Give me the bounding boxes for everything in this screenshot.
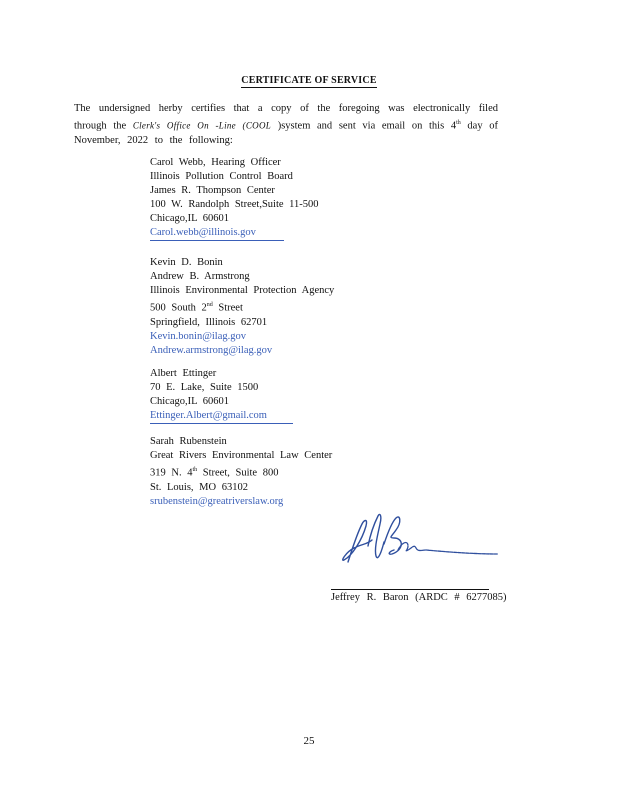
recipient-block-webb xyxy=(150,156,319,241)
email-link[interactable]: srubenstein@greatriverslaw.org xyxy=(150,495,284,507)
page-number: 25 xyxy=(303,735,315,747)
recipient-line: Sarah Rubenstein xyxy=(150,436,227,447)
recipient-city: St. Louis, MO 63102 xyxy=(150,481,248,493)
recipient-line: Kevin D. Bonin xyxy=(150,257,223,268)
recipient-line: Illinois Environmental Protection Agency xyxy=(150,285,335,296)
signer-name: Jeffrey R. Baron (ARDC # 6277085) xyxy=(331,592,507,603)
email-link[interactable]: Kevin.bonin@ilag.gov xyxy=(150,330,246,342)
recipient-street xyxy=(150,298,334,316)
recipient-line: 100 W. Randolph Street,Suite 11-500 xyxy=(150,199,319,210)
recipient-line: Chicago,IL 60601 xyxy=(150,213,230,224)
street-pre: 319 N. 4 xyxy=(150,467,193,479)
street-sup: th xyxy=(192,467,198,473)
intro-paragraph xyxy=(74,102,498,148)
email-link[interactable]: Carol.webb@illinois.gov xyxy=(150,226,284,241)
recipient-line: Carol Webb, Hearing Officer xyxy=(150,157,281,168)
intro-part2: )system and sent via email on this 4 xyxy=(277,120,457,132)
intro-part3: day of November, 2022 to the following: xyxy=(74,120,498,146)
recipient-line: 70 E. Lake, Suite 1500 xyxy=(150,382,259,393)
recipient-line: Illinois Pollution Control Board xyxy=(150,171,293,182)
street-post: Street xyxy=(218,302,243,314)
email-link[interactable]: Andrew.armstrong@ilag.gov xyxy=(150,344,273,356)
recipient-line: Chicago,IL 60601 xyxy=(150,396,230,407)
intro-part1: The undersigned herby certifies that a copy of the foregoing was electronically filed through the xyxy=(74,103,498,132)
recipient-line: James R. Thompson Center xyxy=(150,185,275,196)
street-post: Street, Suite 800 xyxy=(202,467,279,479)
recipient-block-rubenstein xyxy=(150,435,332,509)
handwritten-signature xyxy=(338,510,508,570)
intro-italic: Clerk's Office On -Line (COOL xyxy=(132,120,272,131)
recipient-block-ettinger xyxy=(150,367,293,424)
street-pre: 500 South 2 xyxy=(150,302,207,314)
recipient-line: Great Rivers Environmental Law Center xyxy=(150,450,333,461)
street-sup: nd xyxy=(206,302,213,308)
recipient-street xyxy=(150,463,332,481)
recipient-city: Springfield, Illinois 62701 xyxy=(150,316,268,328)
signature-line xyxy=(331,589,489,590)
recipient-block-iepa xyxy=(150,256,334,358)
title-text: CERTIFICATE OF SERVICE xyxy=(241,75,377,86)
document-title xyxy=(0,75,618,88)
recipient-line: Andrew B. Armstrong xyxy=(150,271,250,282)
intro-sup: th xyxy=(456,120,461,126)
email-link[interactable]: Ettinger.Albert@gmail.com xyxy=(150,409,293,424)
recipient-line: Albert Ettinger xyxy=(150,368,217,379)
